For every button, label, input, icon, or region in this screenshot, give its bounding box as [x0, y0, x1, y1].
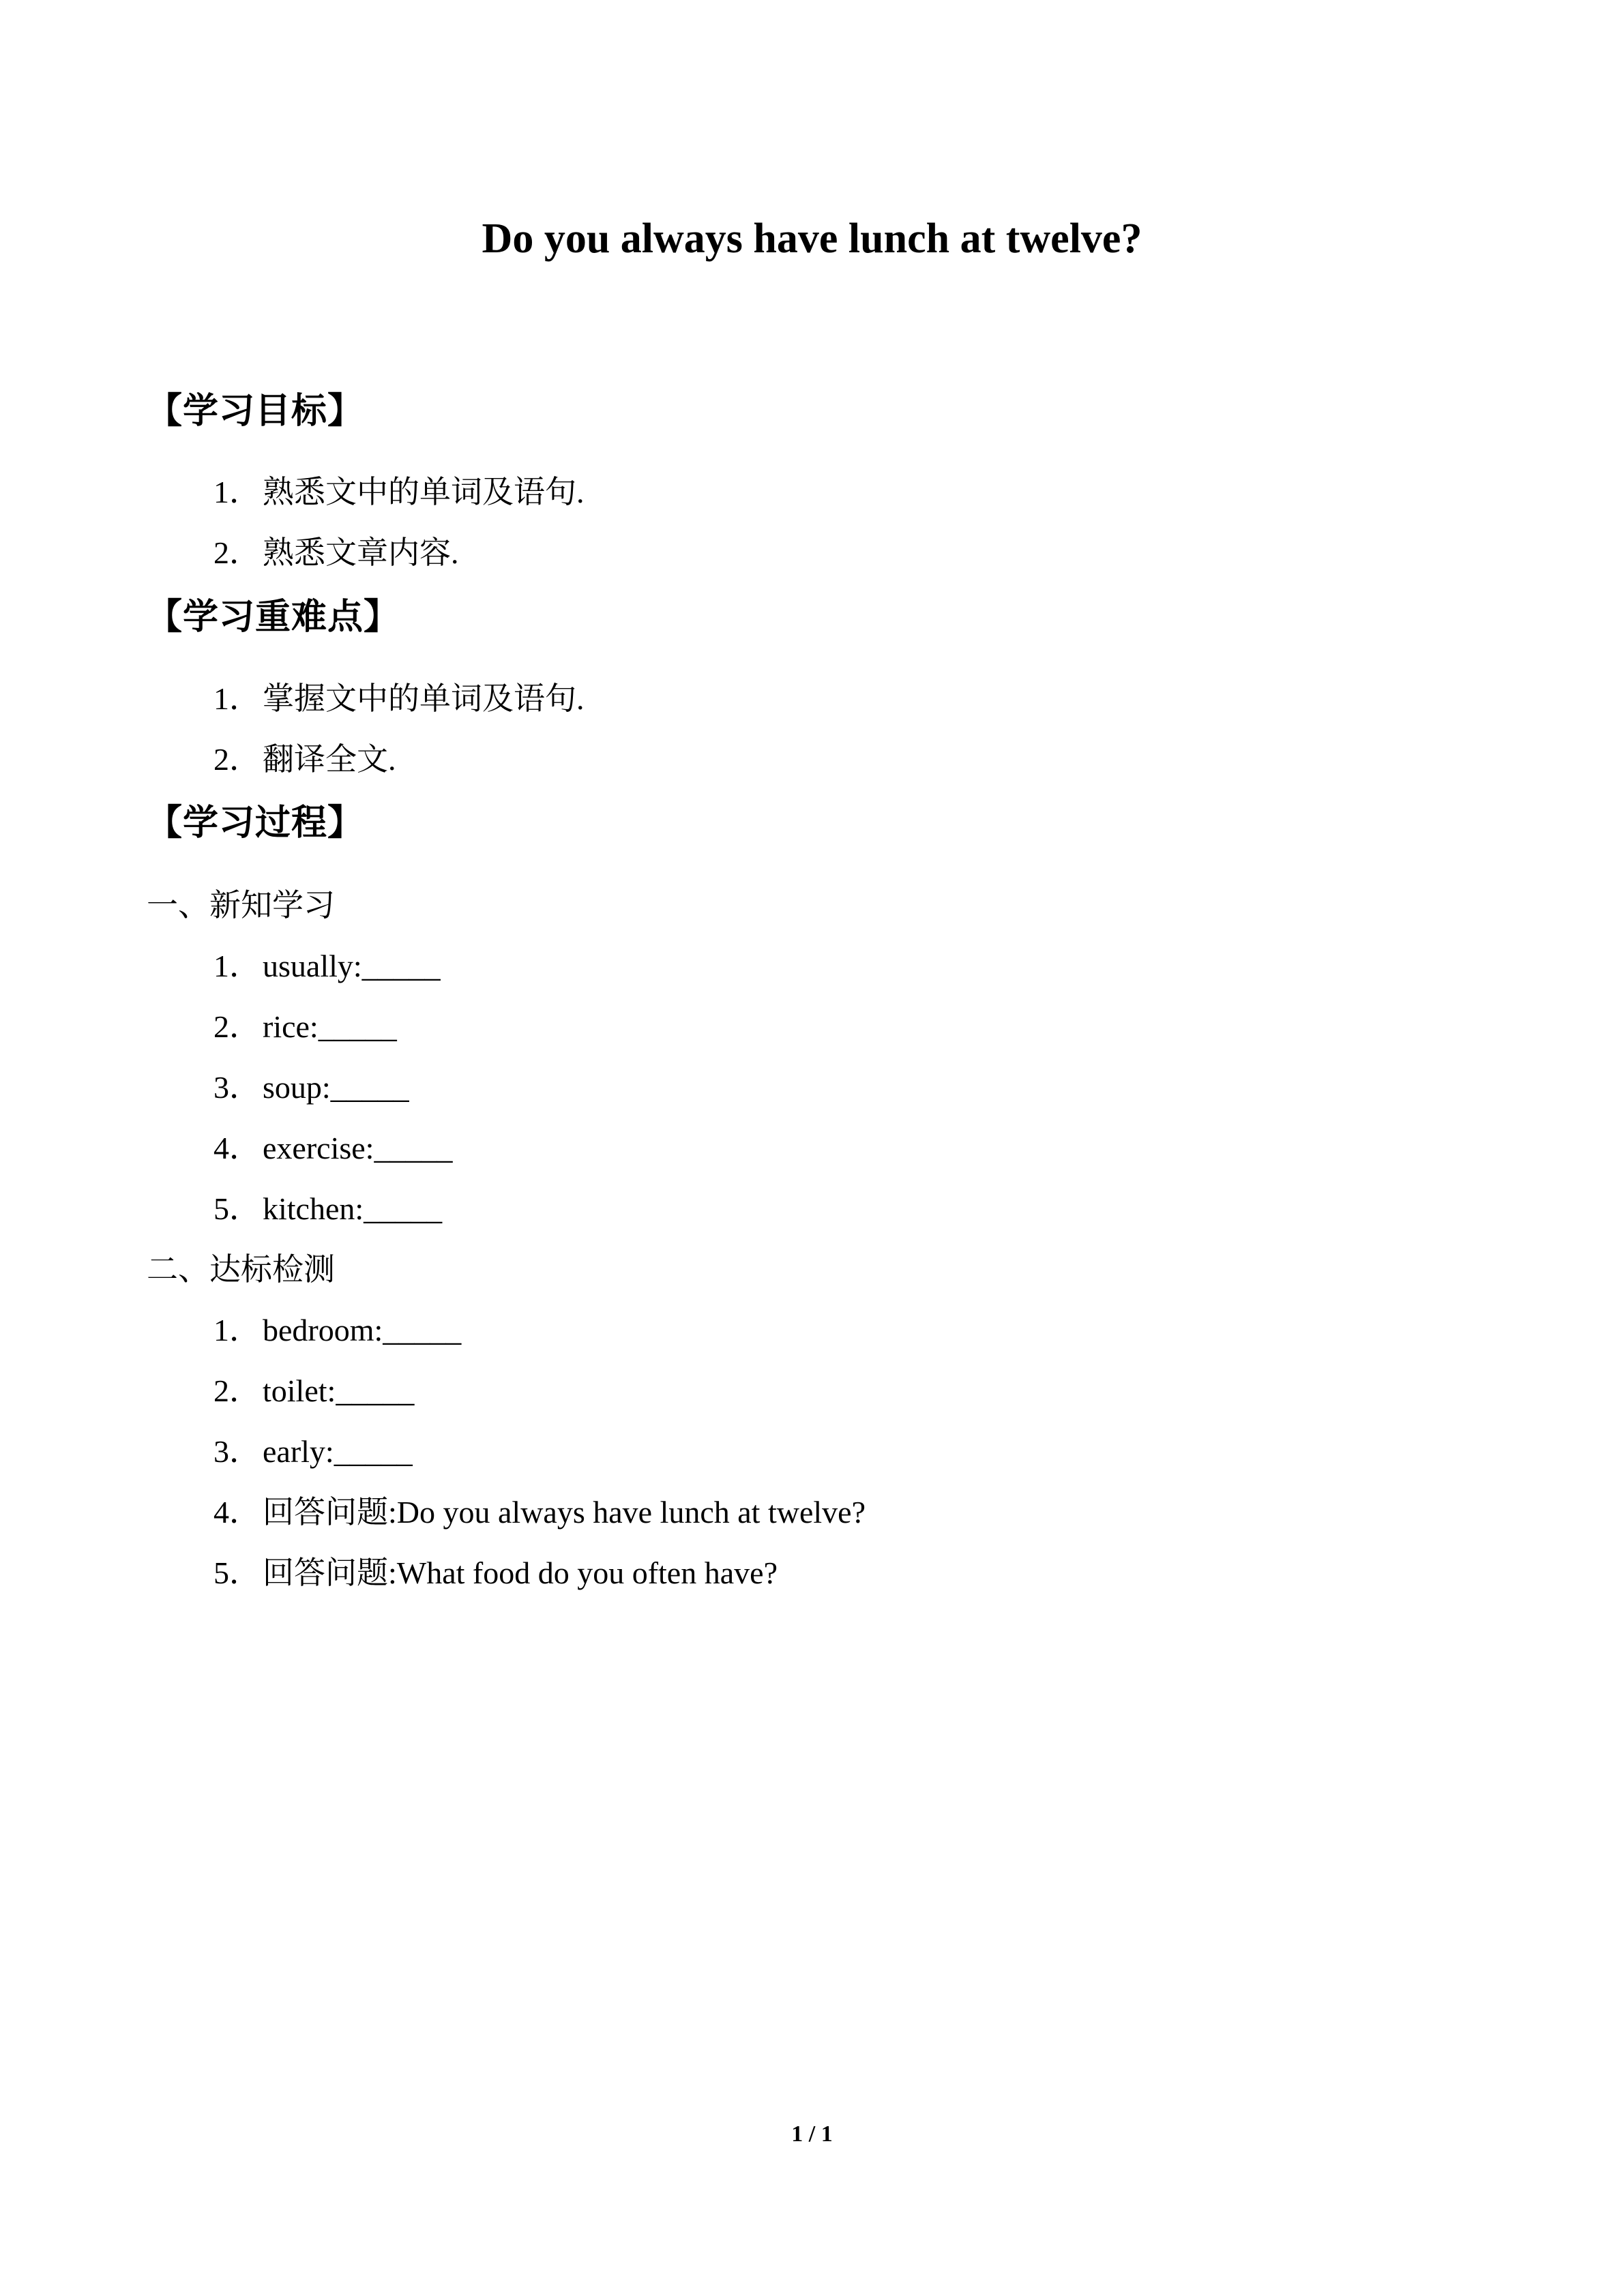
item-text: kitchen:_____ [263, 1191, 443, 1226]
list-item [213, 533, 459, 573]
list-item [213, 472, 585, 513]
page-title: Do you always have lunch at twelve? [482, 215, 1142, 262]
item-number: 1． [213, 949, 261, 983]
item-number: 1． [213, 681, 261, 716]
item-text: 回答问题:What food do you often have? [263, 1555, 778, 1590]
list-item [213, 1371, 414, 1412]
item-text: exercise:_____ [263, 1131, 453, 1165]
subsection-label-assessment: 二、达标检测 [147, 1252, 335, 1287]
item-number: 4． [213, 1131, 261, 1165]
item-number: 3． [213, 1434, 261, 1469]
item-text: toilet:_____ [263, 1373, 415, 1408]
item-text: 掌握文中的单词及语句. [263, 681, 585, 716]
item-text: 熟悉文中的单词及语句. [263, 475, 585, 509]
item-number: 1． [213, 475, 261, 509]
item-number: 4． [213, 1495, 261, 1530]
item-number: 2． [213, 535, 261, 570]
list-item [213, 1310, 461, 1351]
list-item [213, 1007, 397, 1047]
section-heading-goals: 【学习目标】 [147, 391, 364, 432]
item-text: early:_____ [263, 1434, 413, 1469]
list-item [213, 946, 441, 987]
item-text: soup:_____ [263, 1070, 409, 1105]
item-text: bedroom:_____ [263, 1313, 462, 1347]
item-number: 1． [213, 1313, 261, 1347]
list-item [213, 1128, 452, 1169]
item-text: 翻译全文. [263, 742, 396, 777]
item-number: 2． [213, 1009, 261, 1044]
item-number: 5． [213, 1191, 261, 1226]
item-text: 熟悉文章内容. [263, 535, 459, 570]
section-heading-key-points: 【学习重难点】 [147, 597, 400, 638]
item-number: 5． [213, 1555, 261, 1590]
page-number: 1 / 1 [791, 2121, 833, 2147]
item-text: usually:_____ [263, 949, 441, 983]
item-number: 3． [213, 1070, 261, 1105]
item-number: 2． [213, 1373, 261, 1408]
section-heading-process: 【学习过程】 [147, 803, 364, 844]
item-text: 回答问题:Do you always have lunch at twelve? [263, 1495, 866, 1530]
list-item [213, 1067, 409, 1108]
list-item [213, 1492, 866, 1533]
list-item [213, 739, 396, 780]
list-item [213, 1189, 442, 1229]
list-item [213, 1431, 413, 1472]
item-number: 2． [213, 742, 261, 777]
list-item [213, 1553, 778, 1594]
list-item [213, 679, 585, 719]
subsection-label-new-knowledge: 一、新知学习 [147, 888, 335, 923]
item-text: rice:_____ [263, 1009, 397, 1044]
